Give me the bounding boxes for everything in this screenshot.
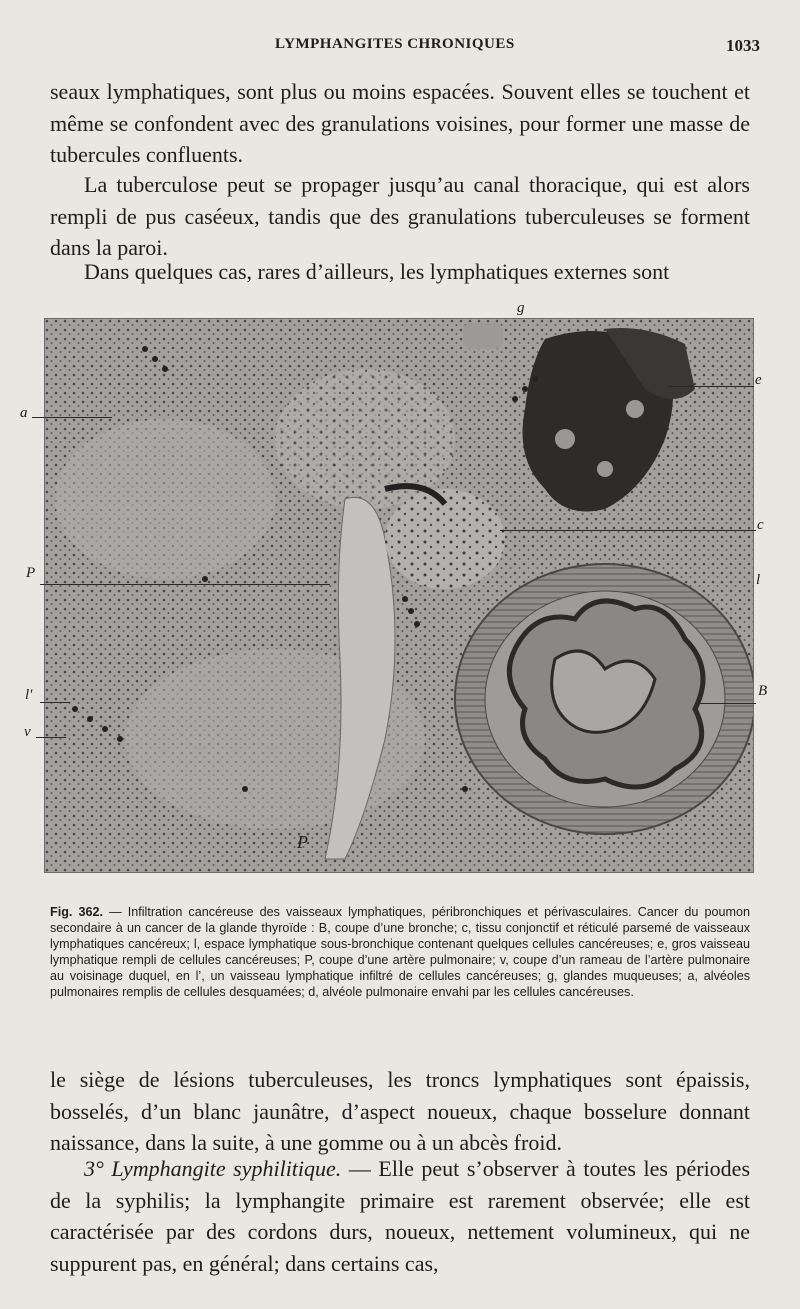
leader-line-a xyxy=(32,417,112,418)
leader-line-c xyxy=(500,530,756,531)
section-heading-syphilitic: 3° Lymphangite syphilitique. xyxy=(84,1156,342,1181)
page-number: 1033 xyxy=(726,36,760,55)
paragraph-3-text: Dans quelques cas, rares d’ailleurs, les lymphatiques externes sont xyxy=(84,259,670,284)
figure-label-v: v xyxy=(24,724,31,740)
figure-label-l: l xyxy=(756,572,761,588)
figure-label-p-left: P xyxy=(26,565,36,581)
figure-label-p-bottom: P xyxy=(297,832,308,852)
histology-figure xyxy=(44,318,754,873)
paragraph-1 xyxy=(50,76,750,171)
figure-label-b: B xyxy=(758,683,768,699)
figure-caption xyxy=(50,904,750,1000)
leader-line-e xyxy=(668,386,754,387)
paragraph-2 xyxy=(50,169,750,264)
running-title: LYMPHANGITES CHRONIQUES xyxy=(275,36,515,52)
paragraph-4-text: le siège de lésions tuberculeuses, les troncs lymphatiques sont épaissis, bosselés, d’un blanc jaunâtre, d’aspect noueux, chaque bosselure donnant naissance, dans la suite, à une gomme ou à un abcès froid. xyxy=(50,1067,750,1155)
figure-number: Fig. 362. xyxy=(50,905,103,919)
leader-line-b xyxy=(700,703,756,704)
figure-label-l-prime: l' xyxy=(25,687,33,703)
paragraph-4 xyxy=(50,1064,750,1159)
figure-label-g: g xyxy=(517,300,525,316)
paragraph-5-text: — Elle peut s’observer à toutes les périodes de la syphilis; la lymphangite primaire est rarement observée; elle est caractérisée par des cordons durs, noueux, nettement volumineux, qui ne suppurent pas, en général; dans certains cas, xyxy=(50,1156,751,1276)
running-head xyxy=(0,36,800,60)
paragraph-2-text: La tuberculose peut se propager jusqu’au canal thoracique, qui est alors rempli de pus caséeux, tandis que des granulations tuberculeuses se forment dans la paroi. xyxy=(50,172,750,260)
leader-line-v xyxy=(36,737,66,738)
paragraph-5 xyxy=(50,1153,750,1279)
leader-line-l-prime xyxy=(40,702,70,703)
figure-label-a: a xyxy=(20,405,28,421)
histology-engraving xyxy=(45,319,753,872)
paragraph-3 xyxy=(50,256,750,288)
figure-label-c: c xyxy=(757,517,764,533)
figure-caption-text: — Infiltration cancéreuse des vaisseaux lymphatiques, péribronchiques et périvasculaires. Cancer du poumon secondaire à un cancer de la glande thyroïde : B, coupe d’une bronche; c, tissu conjonctif et réticulé parsemé de vaisseaux lymphatiques cancéreux; l, espace lymphatique sous-bronchique contenant quelques cellules cancéreuses; e, gros vaisseau lymphatique rempli de cellules cancéreuses; P, coupe d’une artère pulmonaire; v, coupe d’un rameau de l’artère pulmonaire au voisinage duquel, en l’, un vaisseau lymphatique infiltré de cellules cancéreuses; g, glandes muqueuses; a, alvéoles pulmonaires remplis de cellules desquamées; d, alvéole pulmonaire envahi par les cellules cancéreuses. xyxy=(50,905,750,999)
figure-label-e: e xyxy=(755,372,762,388)
paragraph-1-text: seaux lymphatiques, sont plus ou moins espacées. Souvent elles se touchent et même se confondent avec des granulations voisines, pour former une masse de tubercules confluents. xyxy=(50,79,750,167)
leader-line-p xyxy=(40,584,330,585)
